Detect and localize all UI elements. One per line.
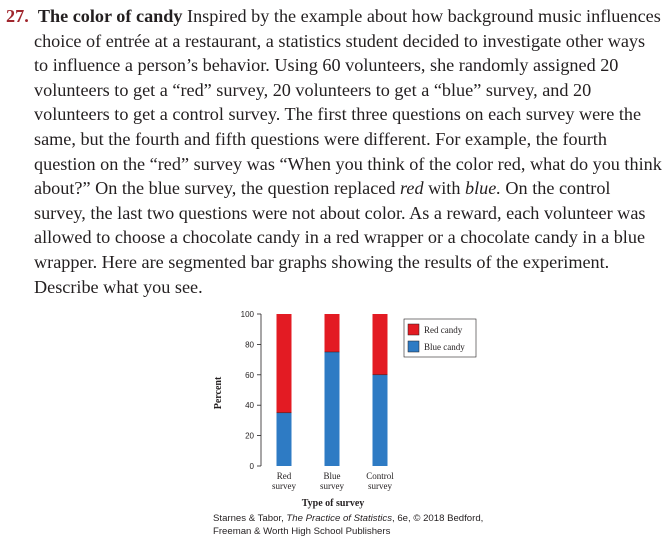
y-tick-label: 100	[240, 310, 254, 319]
y-tick-label: 40	[245, 401, 254, 411]
problem-italic-2: blue.	[465, 178, 501, 199]
y-tick-label: 0	[249, 462, 254, 471]
problem-text	[6, 4, 662, 299]
chart-svg	[205, 305, 495, 510]
figure-credit	[213, 512, 513, 538]
x-category-label: Control survey	[366, 471, 394, 491]
x-category-label: Red survey	[272, 471, 296, 491]
segmented-bar-chart	[205, 305, 495, 510]
y-tick-label: 60	[245, 370, 254, 380]
problem-paragraph	[6, 4, 662, 299]
credit-line1-a: Starnes & Tabor,	[213, 513, 287, 524]
bar-red-candy	[277, 314, 292, 413]
y-tick-label: 80	[245, 340, 254, 350]
problem-title: The color of candy	[37, 6, 183, 26]
credit-line2: Freeman & Worth High School Publishers	[213, 526, 391, 537]
legend-swatch-blue	[408, 341, 419, 352]
y-axis-title: Percent	[213, 376, 224, 410]
problem-italic-1: red	[399, 178, 424, 199]
x-category-label: Blue survey	[320, 471, 344, 491]
credit-book-title: The Practice of Statistics	[286, 513, 392, 524]
x-axis-title: Type of survey	[301, 498, 365, 509]
problem-number: 27.	[6, 6, 29, 26]
problem-body-1: Inspired by the example about how background music influences choice of entrée at a restaurant, a statistics student decided to investigate other ways to influence a person’s behavior. Using 60 volunteers, she randomly assigned 20 volunteers to get a “red” survey, 20 volunteers to get a “blue” survey, and 20 volunteers to get a control survey. The first three questions on each survey were the same, but the fourth and fifth questions were different. For example, the fourth question on the “red” survey was “When you think of the color red, what do you think about?” On the blue survey, the question replaced	[34, 6, 662, 199]
legend-label-blue: Blue candy	[424, 342, 465, 352]
y-tick-label: 20	[245, 431, 254, 441]
bar-blue-candy	[277, 413, 292, 466]
bar-blue-candy	[373, 375, 388, 466]
bar-red-candy	[325, 314, 340, 352]
bar-blue-candy	[325, 352, 340, 466]
problem-body-3: On the control survey, the last two questions were not about color. As a reward, each volunteer was allowed to choose a chocolate candy in a red wrapper or a chocolate candy in a blue wrapper. Here are segmented bar graphs showing the results of the experiment. Describe what you see.	[34, 178, 646, 297]
legend-label-red: Red candy	[424, 325, 463, 335]
problem-body-2: with	[423, 178, 465, 199]
credit-line1-b: , 6e, © 2018 Bedford,	[392, 513, 484, 524]
bar-red-candy	[373, 314, 388, 375]
legend-swatch-red	[408, 324, 419, 335]
